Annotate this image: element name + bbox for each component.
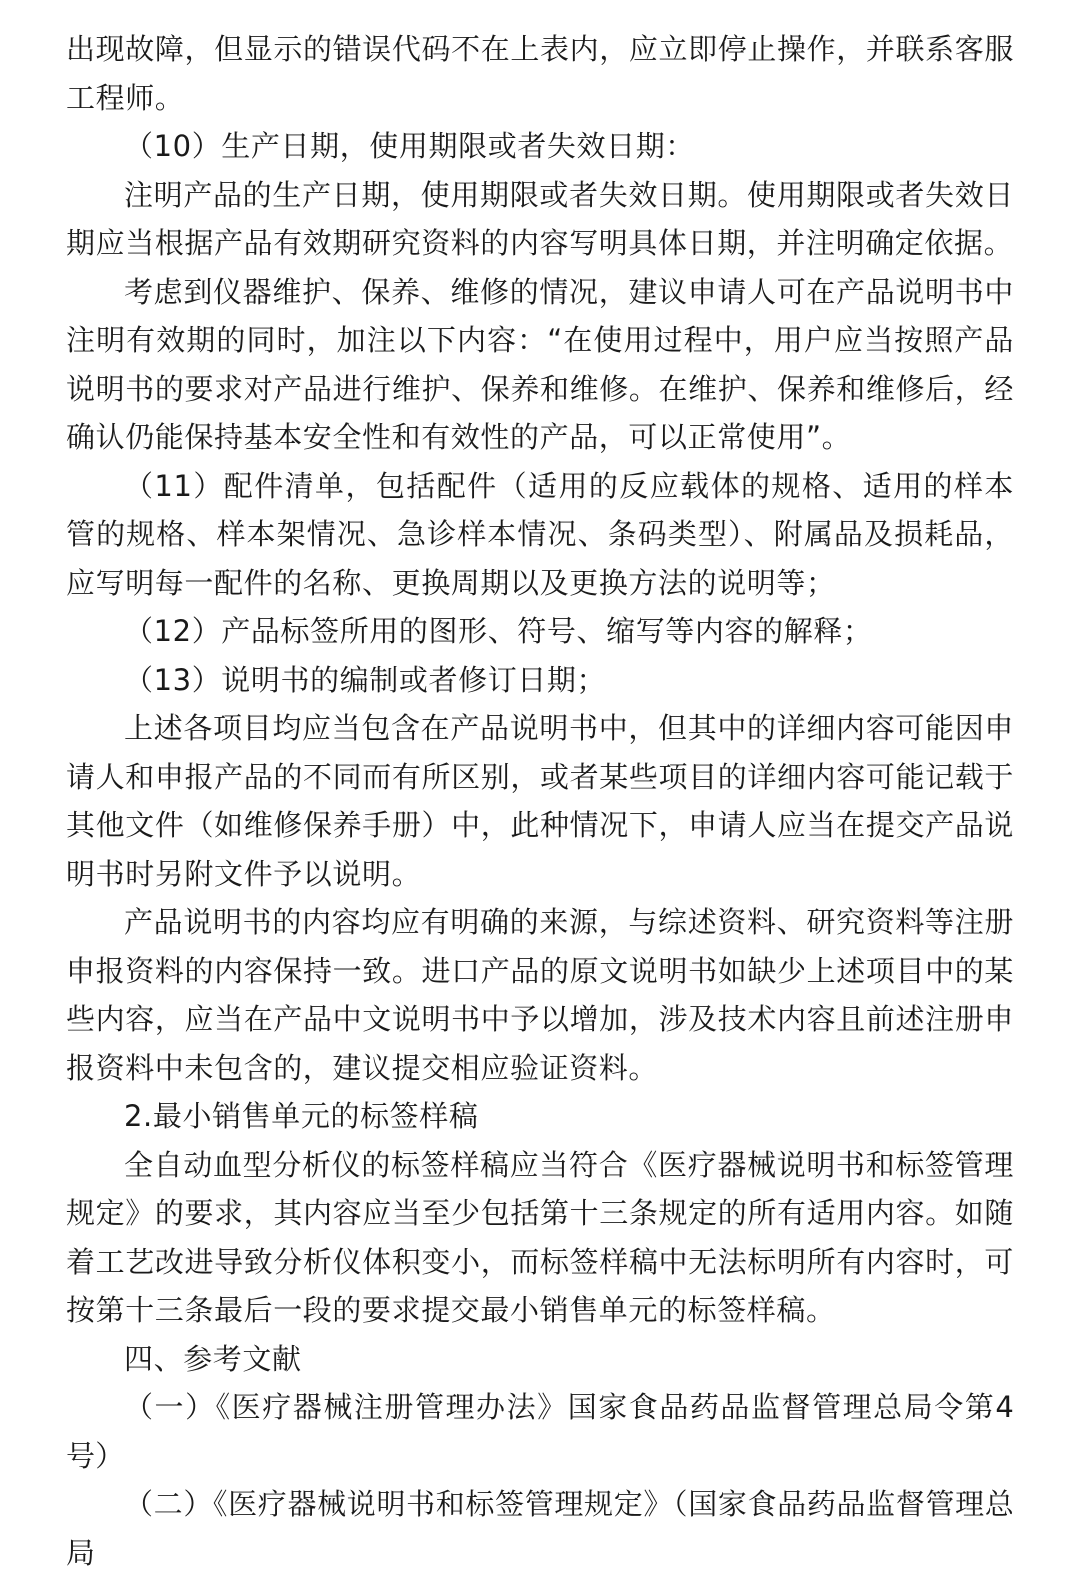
paragraph-item-13-date: （13）说明书的编制或者修订日期； — [124, 662, 607, 697]
paragraph-manual-source: 产品说明书的内容均应有明确的来源，与综述资料、研究资料等注册申报资料的内容保持一致。进口产品的原文说明书如缺少上述项目中的某些内容，应当在产品中文说明书中予以增加，涉及技术内容且前述注册申报资料中未包含的，建议提交相应验证资料。 — [66, 905, 1014, 1085]
paragraph-items-summary: 上述各项目均应当包含在产品说明书中，但其中的详细内容可能因申请人和申报产品的不同而有所区别，或者某些项目的详细内容可能记载于其他文件（如维修保养手册）中，此种情况下，申请人应当在提交产品说明书时另附文件予以说明。 — [66, 711, 1014, 891]
paragraph-maintenance-note: 考虑到仪器维护、保养、维修的情况，建议申请人可在产品说明书中注明有效期的同时，加注以下内容：“在使用过程中，用户应当按照产品说明书的要求对产品进行维护、保养和维修。在维护、保养和维修后，经确认仍能保持基本安全性和有效性的产品，可以正常使用”。 — [66, 274, 1014, 454]
paragraph-production-date: 注明产品的生产日期，使用期限或者失效日期。使用期限或者失效日期应当根据产品有效期研究资料的内容写明具体日期，并注明确定依据。 — [66, 177, 1014, 260]
paragraph-item-10-heading: （10）生产日期，使用期限或者失效日期： — [124, 129, 695, 163]
paragraph-fault-continued: 出现故障，但显示的错误代码不在上表内，应立即停止操作，并联系客服工程师。 — [66, 32, 1014, 115]
paragraph-item-11-accessories: （11）配件清单，包括配件（适用的反应载体的规格、适用的样本管的规格、样本架情况、急诊样本情况、条码类型）、附属品及损耗品，应写明每一配件的名称、更换周期以及更换方法的说明等； — [66, 468, 1014, 600]
paragraph-item-12-symbols: （12）产品标签所用的图形、符号、缩写等内容的解释； — [124, 614, 873, 648]
section-heading-references: 四、参考文献 — [124, 1341, 302, 1376]
reference-item-2: （二）《医疗器械说明书和标签管理规定》（国家食品药品监督管理总局 — [66, 1487, 1014, 1570]
paragraph-label-draft: 全自动血型分析仪的标签样稿应当符合《医疗器械说明书和标签管理规定》的要求，其内容应当至少包括第十三条规定的所有适用内容。如随着工艺改进导致分析仪体积变小，而标签样稿中无法标明所有内容时，可按第十三条最后一段的要求提交最小销售单元的标签样稿。 — [66, 1147, 1014, 1327]
reference-item-1: （一）《医疗器械注册管理办法》国家食品药品监督管理总局令第4号） — [66, 1390, 1014, 1473]
section-heading-label-draft: 2.最小销售单元的标签样稿 — [124, 1099, 479, 1133]
